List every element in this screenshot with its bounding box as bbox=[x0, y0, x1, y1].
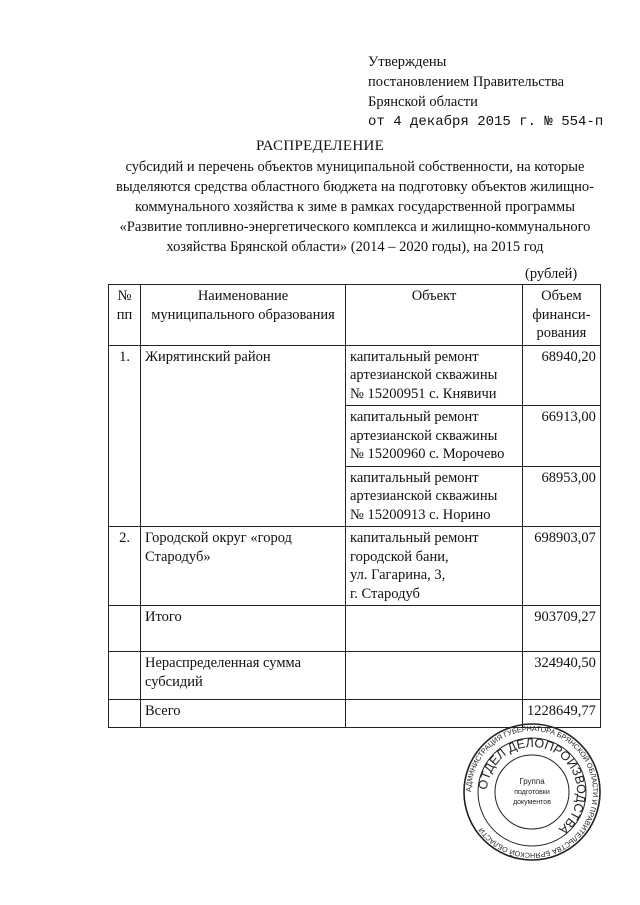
subtitle-line: субсидий и перечень объектов муниципальной собственности, на которые bbox=[125, 159, 585, 175]
table-row bbox=[109, 527, 601, 606]
stamp-center-line: Группа bbox=[519, 777, 545, 786]
table-row bbox=[109, 345, 601, 406]
table-row bbox=[109, 466, 601, 527]
subtitle-line: «Развитие топливно-энергетического комплекса и жилищно-коммунального bbox=[119, 219, 591, 235]
subtitle-line: хозяйства Брянской области» (2014 – 2020 годы), на 2015 год bbox=[166, 239, 544, 255]
table-header-row bbox=[109, 285, 601, 346]
amount-cell: 68953,00 bbox=[523, 466, 601, 527]
approval-line: Утверждены bbox=[368, 54, 447, 70]
total-label: Итого bbox=[141, 606, 346, 652]
row-number: 2. bbox=[109, 527, 141, 606]
row-number: 1. bbox=[109, 345, 141, 406]
amount-cell: 698903,07 bbox=[523, 527, 601, 606]
approval-date-number: от 4 декабря 2015 г. № 554-п bbox=[368, 114, 604, 130]
municipality-name: Жирятинский район bbox=[141, 345, 346, 406]
total-row bbox=[109, 606, 601, 652]
header-number: № пп bbox=[109, 285, 141, 346]
subtitle-line: выделяются средства областного бюджета на подготовку объектов жилищно- bbox=[116, 179, 594, 195]
subtitle-line: коммунального хозяйства к зиме в рамках государственной программы bbox=[135, 199, 575, 215]
approval-line: постановлением Правительства bbox=[368, 74, 565, 90]
grand-total-label: Всего bbox=[141, 700, 346, 728]
amount-cell: 66913,00 bbox=[523, 406, 601, 467]
stamp-center-line: подготовки bbox=[514, 789, 550, 796]
stamp-middle-text: ОТДЕЛ ДЕЛОПРОИЗВОДСТВА bbox=[475, 735, 589, 838]
official-stamp bbox=[462, 722, 602, 862]
header-municipality: Наименование муниципального образования bbox=[141, 285, 346, 346]
table-row bbox=[109, 406, 601, 467]
units-label: (рублей) bbox=[525, 266, 578, 282]
approval-line: Брянской области bbox=[368, 94, 478, 110]
header-amount: Объем финанси- рования bbox=[523, 285, 601, 346]
unallocated-row bbox=[109, 652, 601, 700]
stamp-outer-text: АДМИНИСТРАЦИЯ ГУБЕРНАТОРА БРЯНСКОЙ ОБЛАСТИ И ПРАВИТЕЛЬСТВА БРЯНСКОЙ ОБЛАСТИ bbox=[463, 723, 601, 861]
approval-block bbox=[368, 52, 628, 132]
document-subtitle bbox=[90, 157, 620, 257]
unallocated-label: Нераспределенная сумма субсидий bbox=[141, 652, 346, 700]
grand-total-amount: 1228649,77 bbox=[523, 700, 601, 728]
total-amount: 903709,27 bbox=[523, 606, 601, 652]
object-cell: капитальный ремонт артезианской скважины № 15200951 с. Княвичи bbox=[346, 345, 523, 406]
object-cell: капитальный ремонт городской бани, ул. Гагарина, 3, г. Стародуб bbox=[346, 527, 523, 606]
amount-cell: 68940,20 bbox=[523, 345, 601, 406]
unallocated-amount: 324940,50 bbox=[523, 652, 601, 700]
municipality-name: Городской округ «город Стародуб» bbox=[141, 527, 346, 606]
document-title: РАСПРЕДЕЛЕНИЕ bbox=[255, 138, 385, 154]
object-cell: капитальный ремонт артезианской скважины № 15200960 с. Морочево bbox=[346, 406, 523, 467]
distribution-table bbox=[108, 284, 601, 728]
object-cell: капитальный ремонт артезианской скважины № 15200913 с. Норино bbox=[346, 466, 523, 527]
header-object: Объект bbox=[346, 285, 523, 346]
stamp-center-line: документов bbox=[513, 799, 551, 806]
